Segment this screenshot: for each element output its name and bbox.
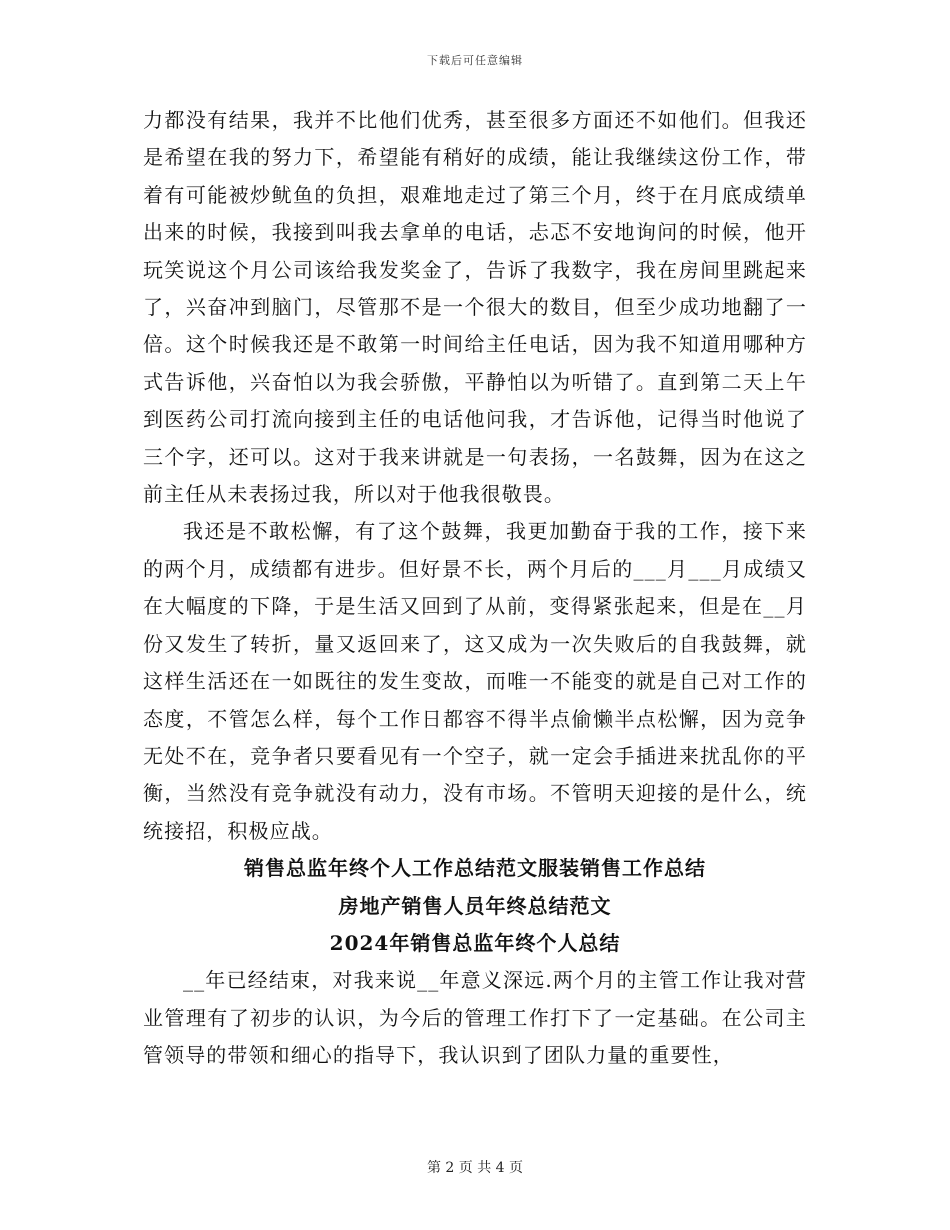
section-heading-2: 房地产销售人员年终总结范文 <box>338 893 612 918</box>
section-heading-3: 2024年销售总监年终个人总结 <box>329 930 621 955</box>
body-paragraph-2: 我还是不敢松懈，有了这个鼓舞，我更加勤奋于我的工作，接下来的两个月，成绩都有进步。但好景不长，两个月后的___月___月成绩又在大幅度的下降，于是生活又回到了从前，变得紧张起来，但是在__月份又发生了转折，量又返回来了，这又成为一次失败后的自我鼓舞，就这样生活还在一如既往的发生变故，而唯一不能变的就是自己对工作的态度，不管怎么样，每个工作日都容不得半点偷懒半点松懈，因为竞争无处不在，竞争者只要看见有一个空子，就一定会手插进来扰乱你的平衡，当然没有竞争就没有动力，没有市场。不管明天迎接的是什么，统统接招，积极应战。 <box>143 519 807 843</box>
section-heading-1: 销售总监年终个人工作总结范文服装销售工作总结 <box>244 856 706 881</box>
body-paragraph-3: __年已经结束，对我来说__年意义深远.两个月的主管工作让我对营业管理有了初步的认识，为今后的管理工作打下了一定基础。在公司主管领导的带领和细心的指导下，我认识到了团队力量的重要性， <box>143 968 807 1068</box>
page-number-footer: 第 2 页 共 4 页 <box>426 1160 524 1176</box>
document-body <box>143 102 807 1075</box>
page-header-note: 下载后可任意编辑 <box>427 54 523 67</box>
body-paragraph-1: 力都没有结果，我并不比他们优秀，甚至很多方面还不如他们。但我还是希望在我的努力下，希望能有稍好的成绩，能让我继续这份工作，带着有可能被炒鱿鱼的负担，艰难地走过了第三个月，终于在月底成绩单出来的时候，我接到叫我去拿单的电话，忐忑不安地询问的时候，他开玩笑说这个月公司该给我发奖金了，告诉了我数字，我在房间里跳起来了，兴奋冲到脑门，尽管那不是一个很大的数目，但至少成功地翻了一倍。这个时候我还是不敢第一时间给主任电话，因为我不知道用哪种方式告诉他，兴奋怕以为我会骄傲，平静怕以为听错了。直到第二天上午到医药公司打流向接到主任的电话他问我，才告诉他，记得当时他说了三个字，还可以。这对于我来讲就是一句表扬，一名鼓舞，因为在这之前主任从未表扬过我，所以对于他我很敬畏。 <box>143 108 807 507</box>
